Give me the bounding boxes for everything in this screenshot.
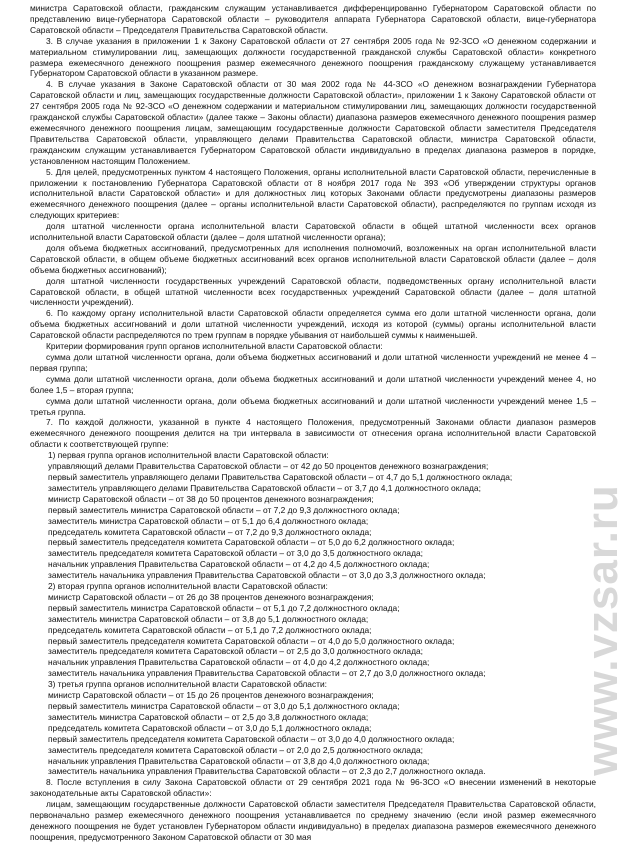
list-item: председатель комитета Саратовской области – от 7,2 до 9,3 должностного оклада;: [48, 526, 372, 537]
paragraph: доля объема бюджетных ассигнований, предусмотренных для исполнения полномочий, возложенных на орган исполнительной власти Саратовской области, в общем объеме бюджетных ассигнований всех органов исполнительной власти Саратовской области (далее – доля объема бюджетных ассигнований);: [30, 242, 596, 275]
paragraph: 8. После вступления в силу Закона Саратовской области от 29 сентября 2021 года № 96-ЗСО «О внесении изменений в некоторые законодательные акты Саратовской области»:: [30, 777, 596, 799]
list-item: первый заместитель министра Саратовской области – от 7,2 до 9,3 должностного оклада;: [48, 504, 400, 515]
paragraph: 3. В случае указания в приложении 1 к Закону Саратовской области от 27 сентября 2005 года № 92-ЗСО «О денежном содержании и материальном стимулировании лиц, замещающих должности государственной гражданской службы Саратовской области» конкретного размера ежемесячного денежного поощрения размер ежемесячного денежного поощрения гражданскому служащему устанавливается Губернатором Саратовской области в указанном размере.: [30, 35, 596, 79]
list-item: начальник управления Правительства Саратовской области – от 4,2 до 4,5 должностного оклада;: [48, 559, 430, 570]
document-body: [30, 3, 596, 843]
list-item: заместитель председателя комитета Саратовской области – от 2,0 до 2,5 должностного оклада;: [48, 744, 423, 755]
list-item: первый заместитель управляющего делами Правительства Саратовской области – от 4,7 до 5,1 должностного оклада;: [48, 471, 513, 482]
list-item: начальник управления Правительства Саратовской области – от 3,8 до 4,0 должностного оклада;: [48, 755, 430, 766]
list-item: первый заместитель председателя комитета Саратовской области – от 4,0 до 5,0 должностного оклада;: [48, 635, 455, 646]
paragraph: 7. По каждой должности, указанной в пункте 4 настоящего Положения, предусмотренный Законами области диапазон размеров ежемесячного денежного поощрения делится на три интервала в зависимости от отнесения органа исполнительной власти Саратовской области к соответствующей группе:: [30, 417, 596, 450]
paragraph: 4. В случае указания в Законе Саратовской области от 30 мая 2002 года № 44-ЗСО «О денежном вознаграждении Губернатора Саратовской области и лиц, замещающих государственные должности Саратовской области», приложении 1 к Закону Саратовской области от 27 сентября 2005 года № 92-ЗСО «О денежном содержании и материальном стимулировании лиц, замещающих должности государственной гражданской службы Саратовской области» (далее также – Законы области) диапазона размеров ежемесячного денежного поощрения размер ежемесячного денежного поощрения лицам, замещающим государственные должности Саратовской области заместителя Председателя Правительства Саратовской области, управляющего делами Правительства Саратовской области, министра Саратовской области, гражданским служащим устанавливается Губернатором Саратовской области индивидуально в пределах диапазона размеров в порядке, установленном настоящим Положением.: [30, 79, 596, 166]
paragraph: лицам, замещающим государственные должности Саратовской области заместителя Председателя Правительства Саратовской области, первоначально размер ежемесячного денежного поощрения устанавливается по среднему значению (если иной размер ежемесячного денежного поощрения не будет установлен Губернатором области индивидуально) в пределах диапазона размеров ежемесячного денежного поощрения, предусмотренного Законом Саратовской области от 30 мая: [30, 799, 596, 842]
list-item: министр Саратовской области – от 15 до 26 процентов денежного вознаграждения;: [48, 690, 374, 701]
list-item: заместитель начальника управления Правительства Саратовской области – от 2,3 до 2,7 должностного оклада.: [48, 766, 486, 777]
watermark-text: www.vzsar.ru: [578, 484, 627, 776]
list-item: 3) третья группа органов исполнительной власти Саратовской области:: [48, 679, 327, 690]
list-item: первый заместитель министра Саратовской области – от 3,0 до 5,1 должностного оклада;: [48, 701, 400, 711]
list-item: заместитель министра Саратовской области – от 5,1 до 6,4 должностного оклада;: [48, 515, 369, 526]
list-item: первый заместитель председателя комитета Саратовской области – от 3,0 до 4,0 должностного оклада;: [48, 733, 455, 744]
paragraph: доля штатной численности органа исполнительной власти Саратовской области в общей штатной численности всех органов исполнительной власти Саратовской области (далее – доля штатной численности органа);: [30, 221, 596, 243]
list-item: министр Саратовской области – от 26 до 38 процентов денежного вознаграждения;: [48, 591, 374, 602]
list-item: министр Саратовской области – от 38 до 50 процентов денежного вознаграждения;: [48, 493, 374, 504]
list-item: заместитель председателя комитета Саратовской области – от 2,5 до 3,0 должностного оклада;: [48, 646, 423, 657]
list-item: заместитель министра Саратовской области – от 3,8 до 5,1 должностного оклада;: [48, 613, 369, 624]
paragraph: сумма доли штатной численности органа, доли объема бюджетных ассигнований и доли штатной численности учреждений менее 4, но более 1,5 – вторая группа;: [30, 373, 596, 395]
list-item: заместитель начальника управления Правительства Саратовской области – от 2,7 до 3,0 должностного оклада;: [48, 668, 486, 679]
paragraph: министра Саратовской области, гражданским служащим устанавливается дифференцированно Губернатором Саратовской области по представлению вице-губернатора Саратовской области – руководителя аппарата Губернатора Саратовской области, вице-губернатора Саратовской области – Председателя Правительства Саратовской области.: [30, 3, 596, 35]
paragraph: доля штатной численности государственных учреждений Саратовской области, подведомственных органу исполнительной власти Саратовской области, в общей штатной численности всех государственных учреждений Саратовской области (далее – доля штатной численности учреждений).: [30, 275, 596, 308]
list-item: председатель комитета Саратовской области – от 5,1 до 7,2 должностного оклада;: [48, 624, 372, 635]
list-item: 2) вторая группа органов исполнительной власти Саратовской области:: [48, 581, 328, 592]
list-item: председатель комитета Саратовской области – от 3,0 до 5,1 должностного оклада;: [48, 722, 372, 733]
paragraph: сумма доли штатной численности органа, доли объема бюджетных ассигнований и доли штатной численности учреждений не менее 4 – первая группа;: [30, 352, 596, 373]
list-item: заместитель начальника управления Правительства Саратовской области – от 3,0 до 3,3 должностного оклада;: [48, 570, 486, 581]
list-item: заместитель министра Саратовской области – от 2,5 до 3,8 должностного оклада;: [48, 711, 369, 722]
list-item: управляющий делами Правительства Саратовской области – от 42 до 50 процентов денежного вознаграждения;: [48, 461, 489, 472]
list-item: заместитель председателя комитета Саратовской области – от 3,0 до 3,5 должностного оклада;: [48, 548, 423, 559]
list-item: первый заместитель председателя комитета Саратовской области – от 5,0 до 6,2 должностного оклада;: [48, 537, 455, 548]
list-item: начальник управления Правительства Саратовской области – от 4,0 до 4,2 должностного оклада;: [48, 657, 430, 668]
list-item: заместитель управляющего делами Правительства Саратовской области – от 3,7 до 4,1 должностного оклада;: [48, 482, 481, 493]
paragraph: 5. Для целей, предусмотренных пунктом 4 настоящего Положения, органы исполнительной власти Саратовской области, перечисленные в приложении к постановлению Губернатора Саратовской области от 8 ноября 2017 года № 393 «Об утверждении структуры органов исполнительной власти Саратовской области» и для должностных лиц которых Законами области предусмотрены диапазоны размеров ежемесячного денежного поощрения (далее – органы исполнительной власти Саратовской области), распределяются по группам исходя из следующих критериев:: [30, 166, 596, 221]
site-watermark: [578, 484, 627, 776]
list-item: 1) первая группа органов исполнительной власти Саратовской области:: [48, 450, 329, 461]
paragraph: 6. По каждому органу исполнительной власти Саратовской области определяется сумма его доли штатной численности органа, доли объема бюджетных ассигнований и доли штатной численности учреждений, исходя из которой (суммы) органы исполнительной власти Саратовской области распределяются по трем группам в порядке убывания от наибольшей суммы к наименьшей.: [30, 308, 596, 341]
list-item: первый заместитель министра Саратовской области – от 5,1 до 7,2 должностного оклада;: [48, 602, 400, 613]
paragraph: Критерии формирования групп органов исполнительной власти Саратовской области:: [46, 341, 383, 352]
paragraph: сумма доли штатной численности органа, доли объема бюджетных ассигнований и доли штатной численности учреждений менее 1,5 – третья группа.: [30, 395, 596, 417]
